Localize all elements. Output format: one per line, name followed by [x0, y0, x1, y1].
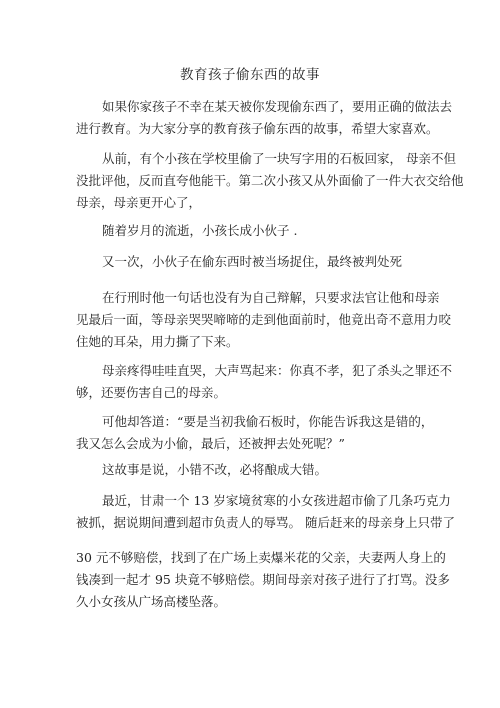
paragraph-line: 进行教育。为大家分享的教育孩子偷东西的故事，希望大家喜欢。	[76, 121, 439, 136]
paragraph-line: 随着岁月的流逝，小孩长成小伙子 .	[102, 223, 298, 238]
paragraph-line: 又一次，小伙子在偷东西时被当场捉住，最终被判处死	[102, 254, 403, 269]
paragraph-ending	[76, 547, 450, 613]
paragraph-line: 我又怎么会成为小偷，最后，还被押去处死呢？”	[76, 436, 345, 451]
paragraph-line: 久小女孩从广场高楼坠落。	[76, 594, 227, 609]
paragraph-line: 从前，有个小孩在学校里偷了一块写字用的石板回家， 母亲不但	[102, 151, 456, 166]
paragraph-mother	[76, 360, 453, 404]
paragraph-line: 母亲疼得哇哇直哭，大声骂起来：你真不孝，犯了杀头之罪还不	[102, 363, 453, 378]
document-title: 教育孩子偷东西的故事	[180, 67, 320, 83]
paragraph-line: 见最后一面，等母亲哭哭啼啼的走到他面前时，他竟出奇不意用力咬	[76, 312, 452, 327]
paragraph-line: 最近，甘肃一个 13 岁家境贫寒的小女孩进超市偷了几条巧克力	[102, 493, 451, 508]
paragraph-line: 够，还要伤害自己的母亲。	[76, 385, 227, 400]
paragraph-line: 住她的耳朵，用力撕了下来。	[76, 334, 239, 349]
paragraph-story-start	[76, 148, 464, 214]
paragraph-line: 如果你家孩子不幸在某天被你发现偷东西了，要用正确的做法去	[102, 99, 453, 114]
paragraph-line: 母亲，母亲更开心了，	[76, 195, 202, 210]
paragraph-intro	[76, 96, 453, 140]
paragraph-line: 钱凑到一起才 95 块竟不够赔偿。期间母亲对孩子进行了打骂。没多	[76, 572, 450, 587]
paragraph-line: 被抓，据说期间遭到超市负责人的辱骂。 随后赶来的母亲身上只带了	[76, 515, 455, 530]
paragraph-line: 30 元不够赔偿，找到了在广场上卖爆米花的父亲，夫妻两人身上的	[76, 550, 446, 565]
paragraph-line: 这故事是说，小错不改，必将酿成大错。	[102, 462, 328, 477]
paragraph-line: 没批评他，反而直夸他能干。第二次小孩又从外面偷了一件大衣交给他	[76, 173, 464, 188]
paragraph-line: 在行刑时他一句话也没有为自己辩解，只要求法官让他和母亲	[102, 290, 440, 305]
paragraph-line: 可他却答道：“要是当初我偷石板时，你能告诉我这是错的，	[102, 414, 434, 429]
paragraph-recent	[76, 490, 455, 534]
paragraph-reply	[76, 411, 434, 455]
paragraph-execution	[76, 287, 452, 353]
